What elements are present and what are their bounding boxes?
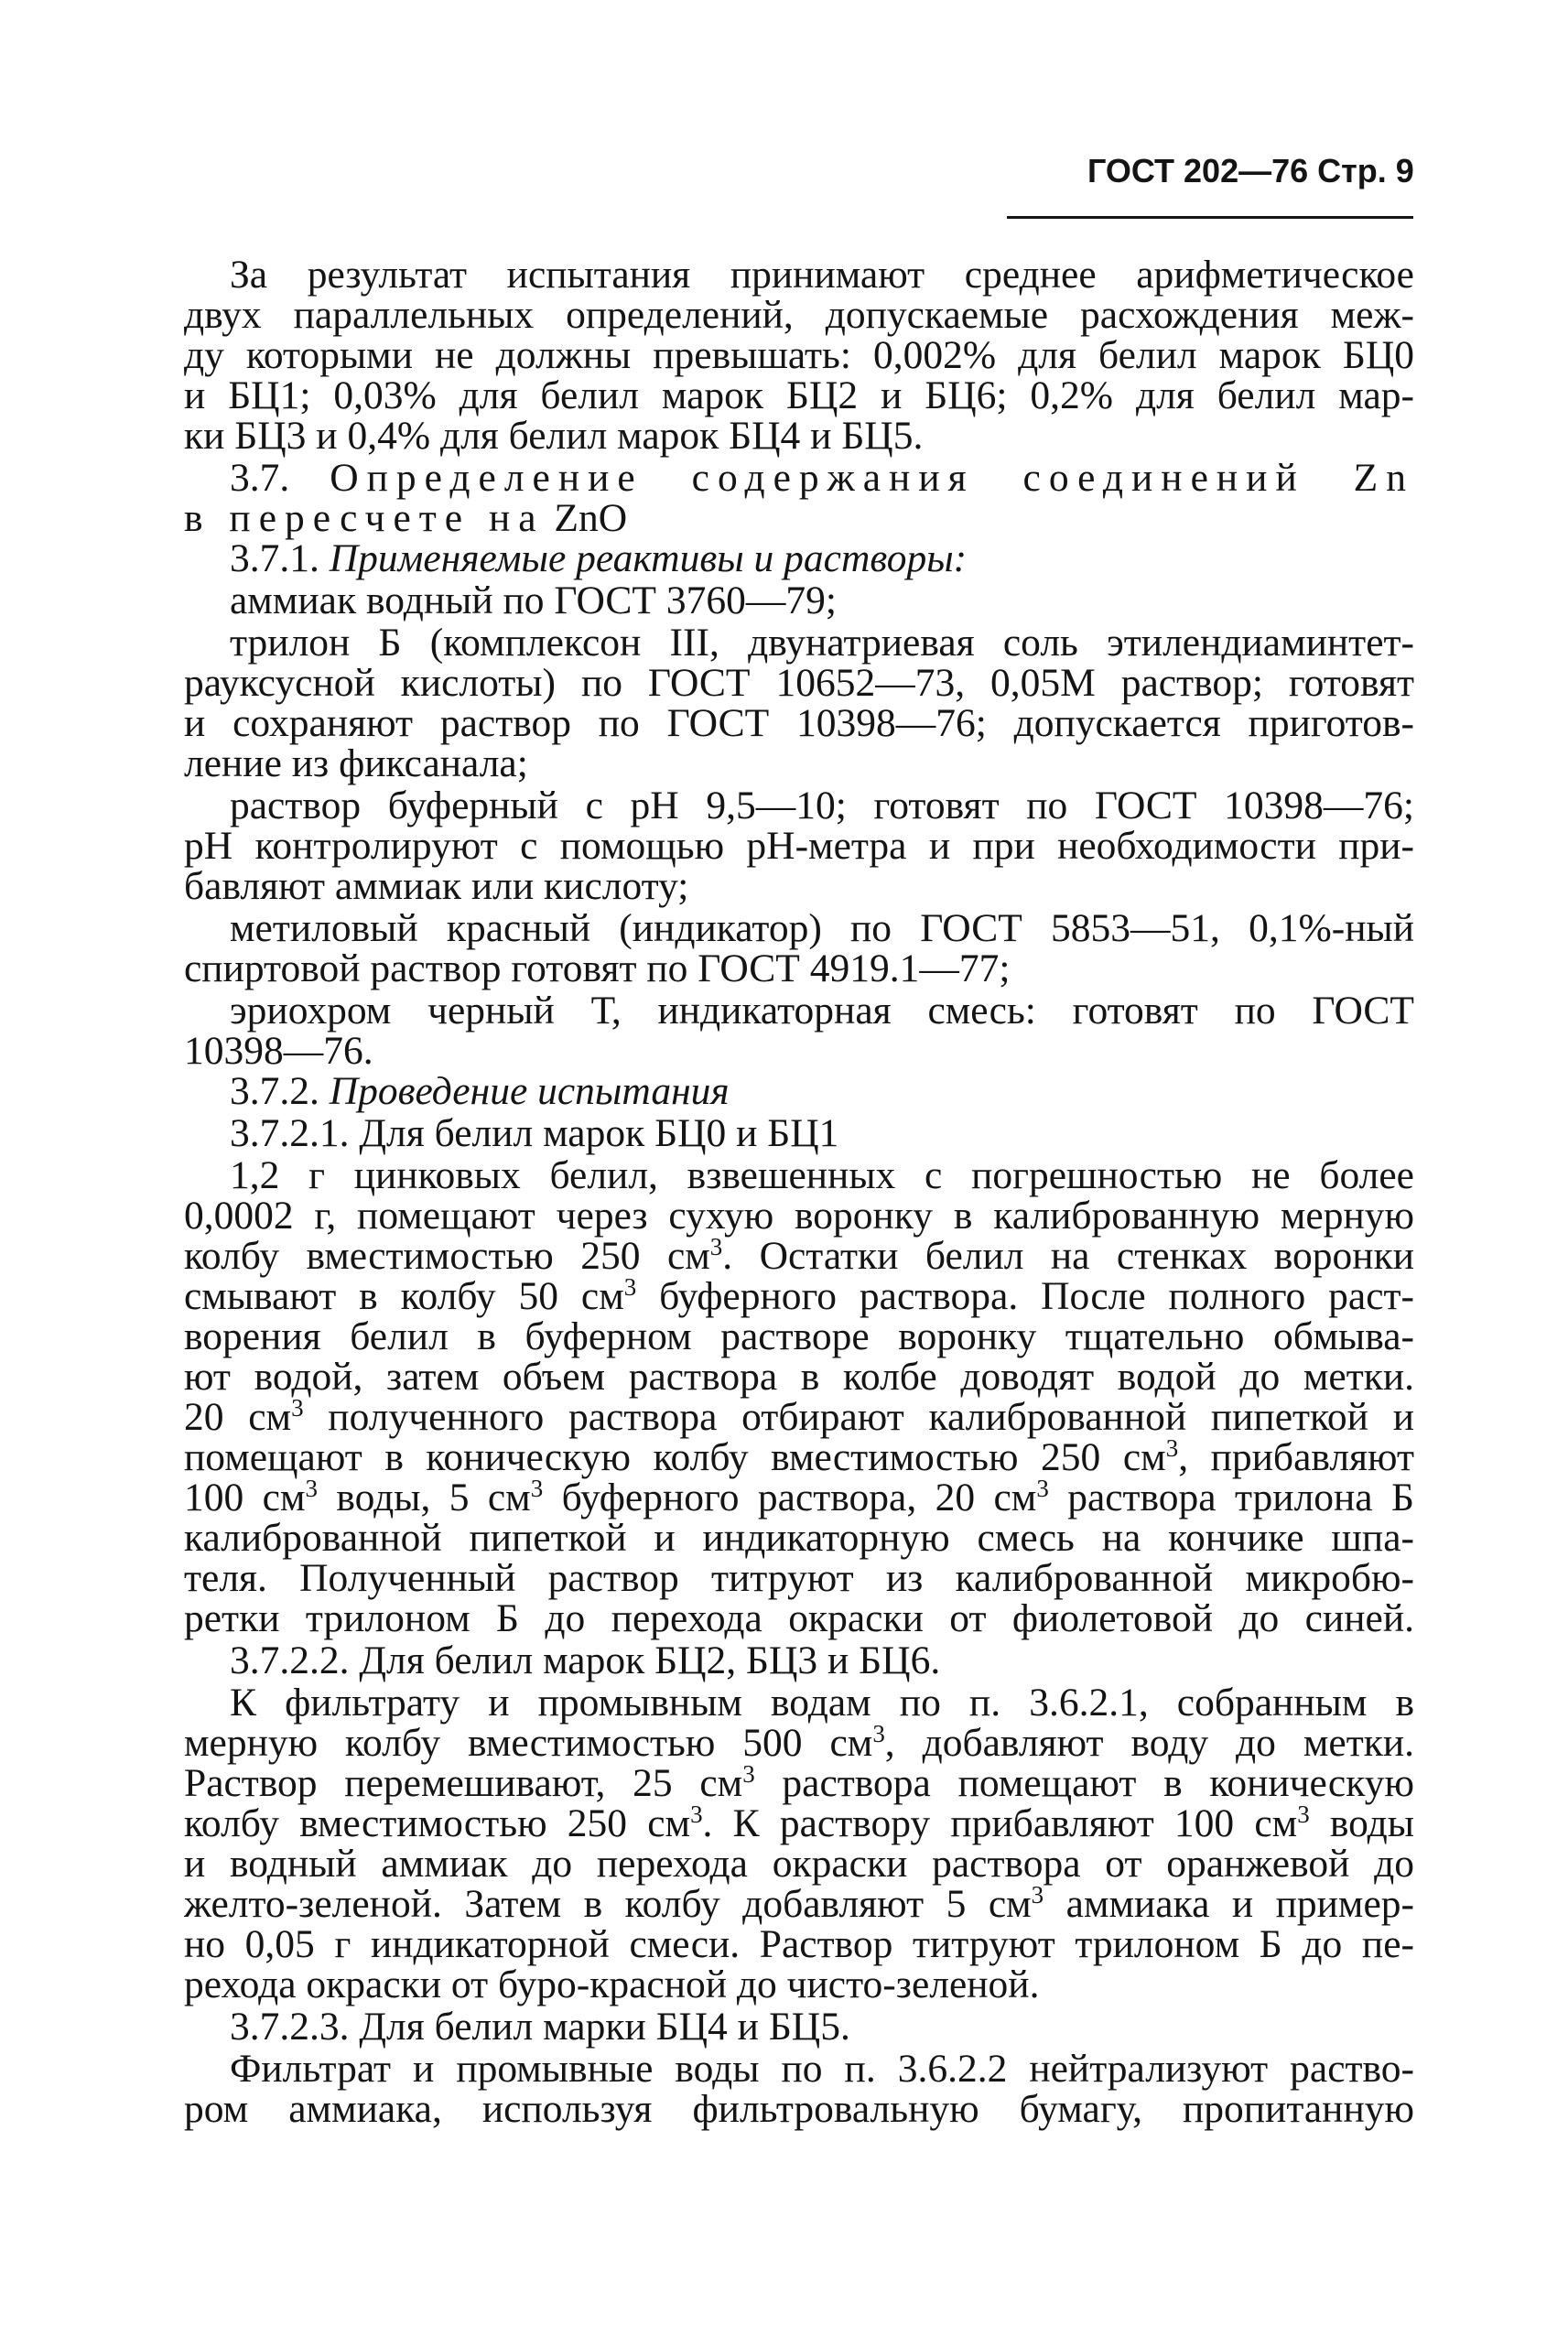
text-line: и водный аммиак до перехода окраски раствора от оранжевой до xyxy=(184,1842,1414,1886)
text-line: спиртовой раствор готовят по ГОСТ 4919.1—77; xyxy=(184,946,1011,990)
header-rule xyxy=(1007,216,1413,219)
subsection-number: 3.7.1. xyxy=(230,536,319,580)
subsection-3-7-2-3: 3.7.2.3. Для белил марки БЦ4 и БЦ5. xyxy=(230,2005,850,2049)
text-line: ду которыми не должны превышать: 0,002% для белил марок БЦ0 xyxy=(184,333,1414,377)
text-line: рехода окраски от буро-красной до чисто-зеленой. xyxy=(184,1963,1040,2006)
text-line: К фильтрату и промывным водам по п. 3.6.2.1, собранным в xyxy=(230,1681,1414,1725)
text-line: помещают в коническую колбу вместимостью 250 $см^3$, прибавляют xyxy=(184,1435,1414,1479)
reagent-item: аммиак водный по ГОСТ 3760—79; xyxy=(230,579,837,622)
section-heading-3-7 xyxy=(184,456,1414,500)
text-line: и сохраняют раствор по ГОСТ 10398—76; допускается приготов- xyxy=(184,701,1414,745)
reagent-item: эриохром черный Т, индикаторная смесь: готовят по ГОСТ xyxy=(230,989,1414,1033)
text-line: бавляют аммиак или кислоту; xyxy=(184,864,689,908)
page-header: ГОСТ 202—76 Стр. 9 xyxy=(1087,152,1414,189)
text-line: колбу вместимостью 250 $см^3$. К раствору прибавляют 100 $см^3$ воды xyxy=(184,1801,1414,1845)
section-title-end: ZnO xyxy=(554,496,628,540)
section-number: 3.7. xyxy=(230,456,290,500)
text-line: рауксусной кислоты) по ГОСТ 10652—73, 0,05М раствор; готовят xyxy=(184,661,1414,705)
text-line: 10398—76. xyxy=(184,1029,373,1073)
text-line: ки БЦ3 и 0,4% для белил марок БЦ4 и БЦ5. xyxy=(184,414,924,458)
text-line: За результат испытания принимают среднее арифметическое xyxy=(230,253,1414,297)
text-line: ром аммиака, используя фильтровальную бумагу, пропитанную xyxy=(184,2087,1414,2131)
text-line: 1,2 г цинковых белил, взвешенных с погрешностью не более xyxy=(230,1153,1414,1197)
text-line: 20 $см^3$ полученного раствора отбирают калиброванной пипеткой и xyxy=(184,1395,1414,1439)
subsection-title: Применяемые реактивы и растворы: xyxy=(329,536,968,580)
text-line: рН контролируют с помощью рН-метра и при необходимости при- xyxy=(184,824,1414,868)
section-title-cont: в пересчете на xyxy=(184,496,545,540)
text-line: смывают в колбу 50 $см^3$ буферного раствора. После полного раст- xyxy=(184,1274,1414,1318)
subsection-title: Проведение испытания xyxy=(329,1069,730,1113)
reagent-item: раствор буферный с рН 9,5—10; готовят по ГОСТ 10398—76; xyxy=(230,784,1414,827)
text-line: мерную колбу вместимостью 500 $см^3$, добавляют воду до метки. xyxy=(184,1721,1414,1765)
text-line: колбу вместимостью 250 $см^3$. Остатки белил на стенках воронки xyxy=(184,1234,1414,1278)
text-line: ют водой, затем объем раствора в колбе доводят водой до метки. xyxy=(184,1355,1414,1399)
text-line: калиброванной пипеткой и индикаторную смесь на кончике шпа- xyxy=(184,1516,1414,1560)
text-line: ворения белил в буферном растворе воронку тщательно обмыва- xyxy=(184,1314,1414,1358)
text-line: ление из фиксанала; xyxy=(184,741,528,785)
subsection-3-7-2-1: 3.7.2.1. Для белил марок БЦ0 и БЦ1 xyxy=(230,1111,839,1155)
subsection-3-7-2-2: 3.7.2.2. Для белил марок БЦ2, БЦ3 и БЦ6. xyxy=(230,1638,941,1682)
text-line: желто-зеленой. Затем в колбу добавляют 5 $см^3$ аммиака и пример- xyxy=(184,1882,1414,1926)
text-line: и БЦ1; 0,03% для белил марок БЦ2 и БЦ6; 0,2% для белил мар- xyxy=(184,373,1414,417)
text-line: 0,0002 г, помещают через сухую воронку в калиброванную мерную xyxy=(184,1194,1414,1238)
reagent-item: метиловый красный (индикатор) по ГОСТ 5853—51, 0,1%-ный xyxy=(230,906,1414,950)
text-line: двух параллельных определений, допускаемые расхождения меж- xyxy=(184,293,1414,337)
text-line: Фильтрат и промывные воды по п. 3.6.2.2 нейтрализуют раство- xyxy=(230,2047,1414,2091)
text-line: но 0,05 г индикаторной смеси. Раствор титруют трилоном Б до пе- xyxy=(184,1922,1414,1966)
section-heading-3-7-cont xyxy=(184,496,1414,540)
text-line: теля. Полученный раствор титруют из калиброванной микробю- xyxy=(184,1556,1414,1600)
subsection-number: 3.7.2. xyxy=(230,1069,319,1113)
reagent-item: трилон Б (комплексон III, двунатриевая соль этилендиаминтет- xyxy=(230,621,1414,665)
section-title: Определение содержания соединений Zn xyxy=(330,456,1414,500)
text-line: Раствор перемешивают, 25 $см^3$ раствора помещают в коническую xyxy=(184,1761,1414,1805)
subsection-3-7-2 xyxy=(184,1069,1414,1113)
text-line: 100 $см^3$ воды, 5 $см^3$ буферного раствора, 20 $см^3$ раствора трилона Б xyxy=(184,1476,1414,1519)
text-line: ретки трилоном Б до перехода окраски от фиолетовой до синей. xyxy=(184,1596,1414,1640)
subsection-3-7-1 xyxy=(184,536,1414,580)
